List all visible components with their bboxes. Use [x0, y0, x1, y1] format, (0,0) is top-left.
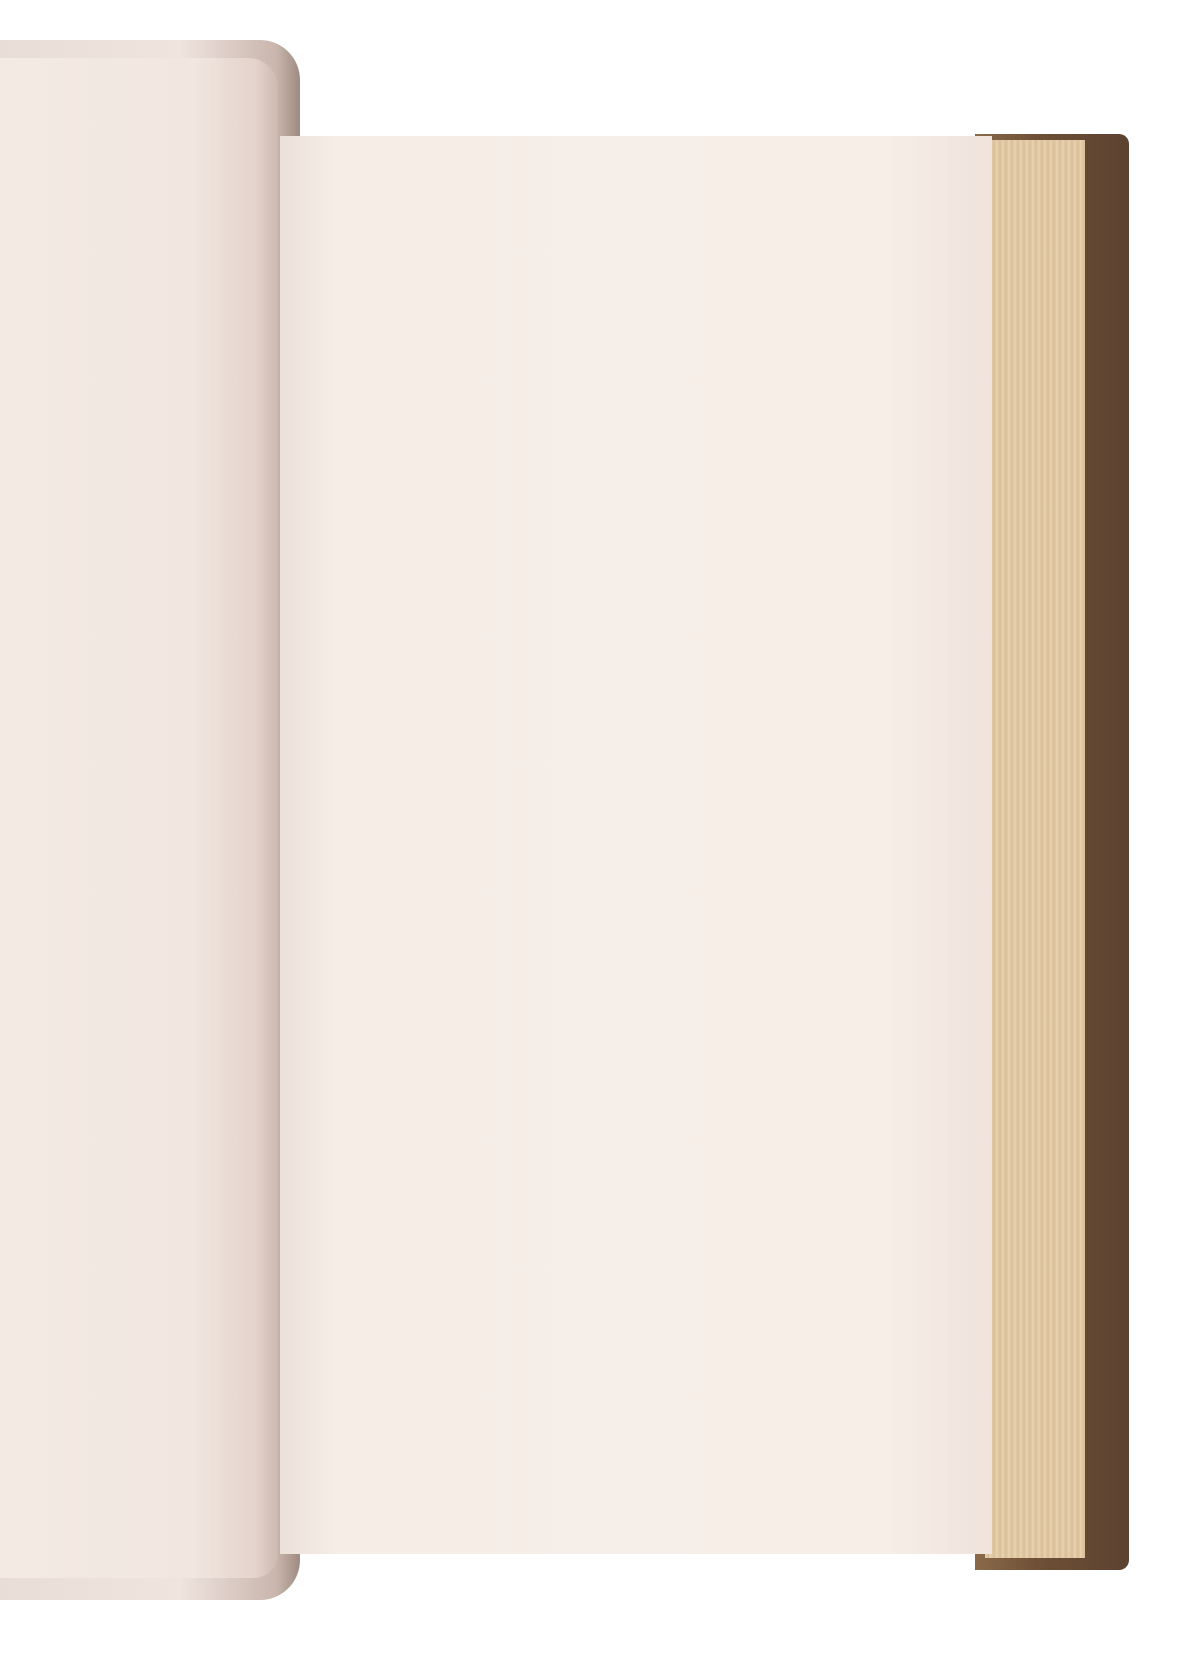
- page-edges: [985, 140, 1085, 1558]
- right-page: [280, 136, 992, 1554]
- left-page-text: [0, 58, 278, 1578]
- right-page-text: [280, 136, 992, 1554]
- left-page: [0, 58, 278, 1578]
